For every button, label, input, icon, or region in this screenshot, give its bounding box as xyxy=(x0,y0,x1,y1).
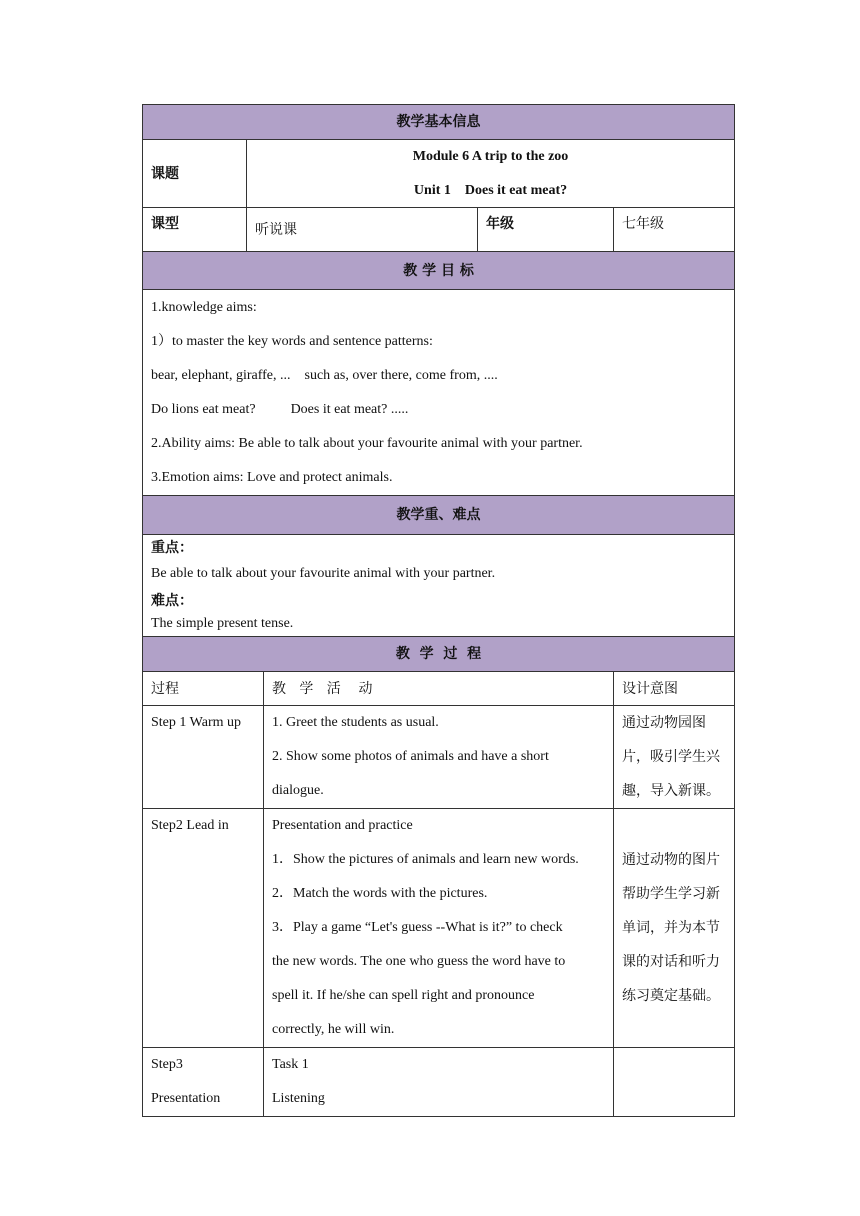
keypoints-header-row xyxy=(143,496,735,535)
keypoints-header: 教学重、难点 xyxy=(143,496,735,535)
intent-cell xyxy=(614,809,735,1048)
activity-line: Listening xyxy=(272,1091,325,1106)
basic-info-header: 教学基本信息 xyxy=(143,105,735,140)
objectives-row xyxy=(143,290,735,496)
activity-cell xyxy=(264,809,614,1048)
activity-line: spell it. If he/she can spell right and pronounce xyxy=(272,988,535,1003)
step-label-line: Step3 xyxy=(151,1057,183,1072)
process-row-warmup xyxy=(143,706,735,809)
objective-line: 3.Emotion aims: Love and protect animals. xyxy=(151,470,393,485)
key-text: Be able to talk about your favourite animal with your partner. xyxy=(151,566,496,581)
objective-line: Do lions eat meat? Does it eat meat? ..... xyxy=(151,402,409,417)
grade-label: 年级 xyxy=(478,208,614,252)
activity-line: 3．Play a game “Let's guess --What is it?” to check xyxy=(272,920,563,935)
intent-line: 片，吸引学生兴 xyxy=(622,749,720,765)
process-header: 教 学 过 程 xyxy=(143,637,735,672)
grade-value: 七年级 xyxy=(614,208,735,252)
col-step: 过程 xyxy=(143,672,264,706)
step-cell xyxy=(143,1048,264,1117)
difficult-text: The simple present tense. xyxy=(151,616,294,631)
intent-cell xyxy=(614,706,735,809)
intent-line: 通过动物的图片 xyxy=(622,852,720,868)
type-value: 听说课 xyxy=(247,208,478,252)
intent-line: 单词，并为本节 xyxy=(622,920,720,936)
objectives-content xyxy=(143,290,735,496)
topic-row xyxy=(143,140,735,208)
activity-line: 2．Match the words with the pictures. xyxy=(272,886,488,901)
objective-line: 2.Ability aims: Be able to talk about your favourite animal with your partner. xyxy=(151,436,583,451)
intent-cell xyxy=(614,1048,735,1117)
intent-line: 通过动物园图 xyxy=(622,715,706,731)
process-columns-row xyxy=(143,672,735,706)
topic-value xyxy=(247,140,735,208)
process-row-presentation xyxy=(143,1048,735,1117)
type-label: 课型 xyxy=(143,208,247,252)
difficult-label: 难点： xyxy=(151,593,193,609)
step-label: Step 1 Warm up xyxy=(151,715,241,730)
objective-line: bear, elephant, giraffe, ... such as, over there, come from, .... xyxy=(151,368,498,383)
activity-line: dialogue. xyxy=(272,783,324,798)
activity-cell xyxy=(264,706,614,809)
intent-line: 趣，导入新课。 xyxy=(622,783,720,799)
activity-line: 2. Show some photos of animals and have a short xyxy=(272,749,549,764)
objective-line: 1.knowledge aims: xyxy=(151,300,257,315)
activity-line: 1．Show the pictures of animals and learn new words. xyxy=(272,852,579,867)
activity-line: Presentation and practice xyxy=(272,818,413,833)
keypoints-row xyxy=(143,535,735,637)
objectives-header: 教 学 目 标 xyxy=(143,252,735,290)
lesson-plan xyxy=(142,104,734,1117)
process-row-leadin xyxy=(143,809,735,1048)
col-activity: 教 学 活 动 xyxy=(264,672,614,706)
activity-line: the new words. The one who guess the word have to xyxy=(272,954,566,969)
type-grade-row xyxy=(143,208,735,252)
topic-line-1: Module 6 A trip to the zoo xyxy=(412,149,569,164)
lesson-plan-table xyxy=(142,104,735,1117)
step-label-line: Presentation xyxy=(151,1091,221,1106)
activity-line: correctly, he will win. xyxy=(272,1022,395,1037)
step-label: Step2 Lead in xyxy=(151,818,229,833)
topic-line-2: Unit 1 Does it eat meat? xyxy=(413,183,568,198)
objectives-header-row xyxy=(143,252,735,290)
objective-line: 1）to master the key words and sentence patterns: xyxy=(151,334,433,349)
keypoints-content xyxy=(143,535,735,637)
step-cell xyxy=(143,706,264,809)
activity-line: 1. Greet the students as usual. xyxy=(272,715,439,730)
key-label: 重点： xyxy=(151,540,193,556)
intent-line: 课的对话和听力 xyxy=(622,954,720,970)
activity-cell xyxy=(264,1048,614,1117)
col-intent: 设计意图 xyxy=(614,672,735,706)
basic-info-header-row xyxy=(143,105,735,140)
process-header-row xyxy=(143,637,735,672)
step-cell xyxy=(143,809,264,1048)
intent-line: 帮助学生学习新 xyxy=(622,886,720,902)
activity-line: Task 1 xyxy=(272,1057,309,1072)
intent-line: 练习奠定基础。 xyxy=(622,988,720,1004)
topic-label: 课题 xyxy=(143,140,247,208)
